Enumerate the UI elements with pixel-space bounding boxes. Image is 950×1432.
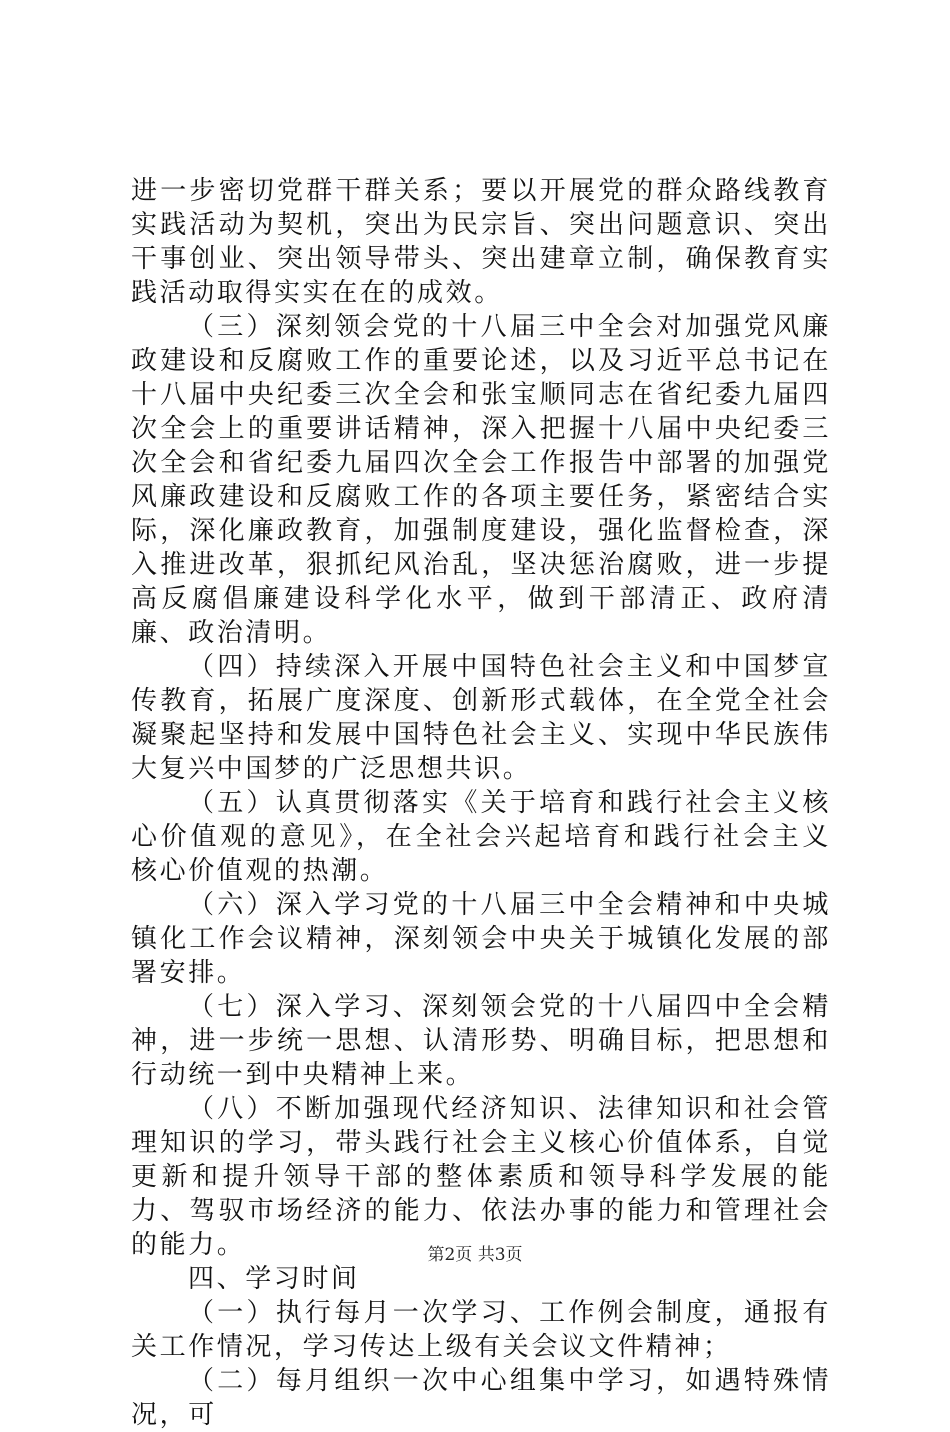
paragraph-item-8: （八）不断加强现代经济知识、法律知识和社会管理知识的学习，带头践行社会主义核心价值体系，自觉更新和提升领导干部的整体素质和领导科学发展的能力、驾驭市场经济的能力、依法办事的能力和管理社会的能力。 (131, 1094, 831, 1260)
paragraph-item-6: （六）深入学习党的十八届三中全会精神和中央城镇化工作会议精神，深刻领会中央关于城镇化发展的部署安排。 (131, 890, 831, 988)
paragraph-item-7: （七）深入学习、深刻领会党的十八届四中全会精神，进一步统一思想、认清形势、明确目标，把思想和行动统一到中央精神上来。 (131, 992, 831, 1090)
section-heading-study-time: 四、学习时间 (188, 1264, 360, 1294)
paragraph-item-5: （五）认真贯彻落实《关于培育和践行社会主义核心价值观的意见》，在全社会兴起培育和践行社会主义核心价值观的热潮。 (131, 788, 831, 886)
paragraph-item-3: （三）深刻领会党的十八届三中全会对加强党风廉政建设和反腐败工作的重要论述，以及习近平总书记在十八届中央纪委三次全会和张宝顺同志在省纪委九届四次全会上的重要讲话精神，深入把握十八届中央纪委三次全会和省纪委九届四次全会工作报告中部署的加强党风廉政建设和反腐败工作的各项主要任务，紧密结合实际，深化廉政教育，加强制度建设，强化监督检查，深入推进改革，狠抓纪风治乱，坚决惩治腐败，进一步提高反腐倡廉建设科学化水平，做到干部清正、政府清廉、政治清明。 (131, 312, 831, 648)
paragraph-time-item-2: （二）每月组织一次中心组集中学习，如遇特殊情况，可 (131, 1366, 831, 1430)
paragraph-time-item-1: （一）执行每月一次学习、工作例会制度，通报有关工作情况，学习传达上级有关会议文件精神； (131, 1298, 831, 1362)
paragraph-continuation: 进一步密切党群干群关系；要以开展党的群众路线教育实践活动为契机，突出为民宗旨、突出问题意识、突出干事创业、突出领导带头、突出建章立制，确保教育实践活动取得实实在在的成效。 (131, 176, 831, 308)
page-number-footer: 第2页 共3页 (427, 1245, 523, 1265)
paragraph-item-4: （四）持续深入开展中国特色社会主义和中国梦宣传教育，拓展广度深度、创新形式载体，在全党全社会凝聚起坚持和发展中国特色社会主义、实现中华民族伟大复兴中国梦的广泛思想共识。 (131, 652, 831, 784)
